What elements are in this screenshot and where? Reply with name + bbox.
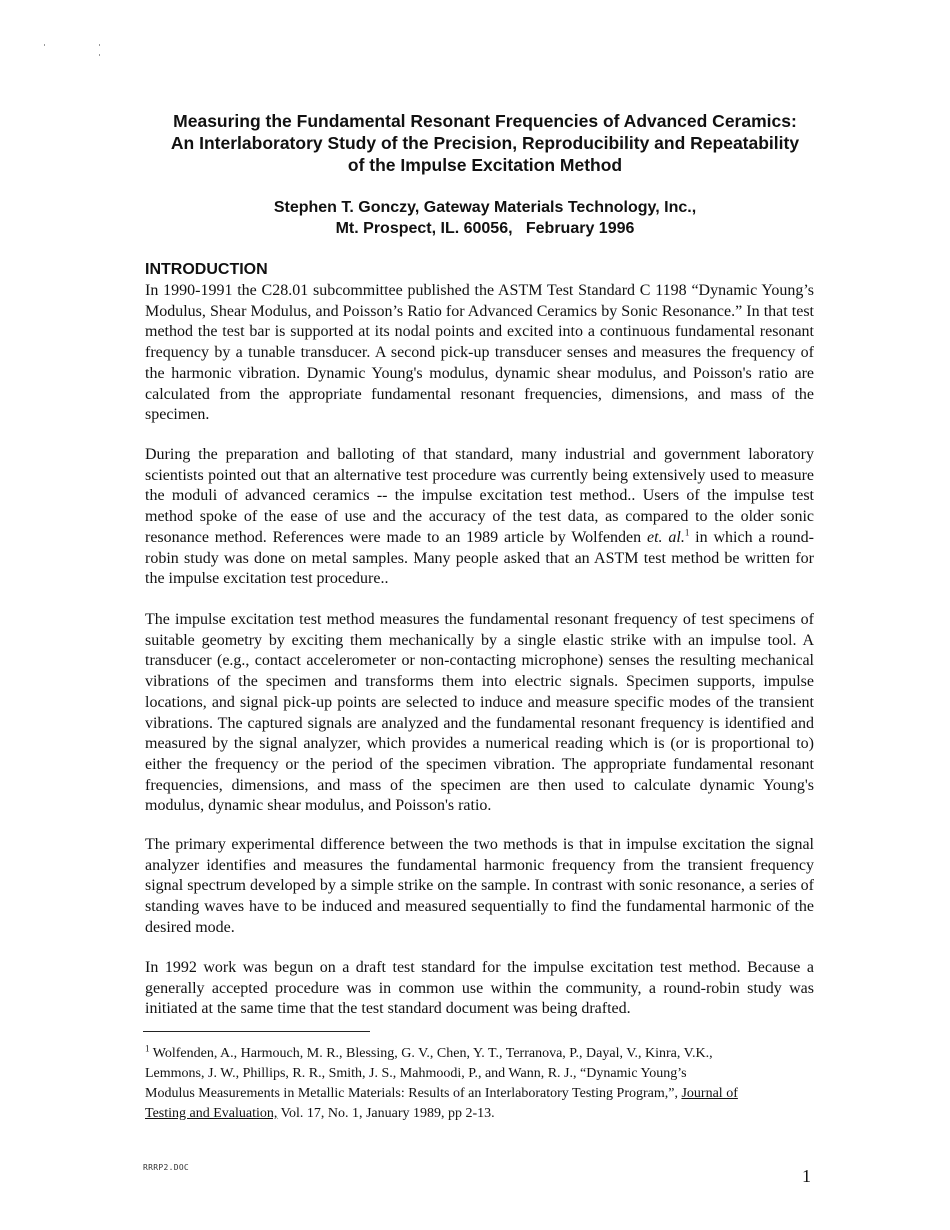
section-heading-introduction: INTRODUCTION (145, 261, 268, 278)
title-line-3: of the Impulse Excitation Method (347, 155, 623, 175)
footnote-divider (143, 1031, 370, 1032)
paragraph-3: The impulse excitation test method measures the fundamental resonant frequency of test specimens of suitable geometry by exciting them mechanically by a single elastic strike with an impulse tool. A transducer (e.g., contact accelerometer or non-contacting microphone) senses the resulting mechanical vibrations of the specimen and transforms them into electric signals. Specimen supports, impulse locations, and signal pick-up points are selected to induce and measure specific modes of the transient vibrations. The captured signals are analyzed and the fundamental resonant frequency is identified and measured by the signal analyzer, which provides a numerical reading which is (or is proportional to) either the frequency or the period of the specimen vibration. The appropriate fundamental resonant frequencies, dimensions, and mass of the specimen are then used to calculate dynamic Young's modulus, dynamic shear modulus, and Poisson's ratio. (145, 611, 814, 815)
paragraph-5: In 1992 work was begun on a draft test standard for the impulse excitation test method. Because a generally accepted procedure was in common use within the community, a round-robin study was initiated at the same time that the test standard document was being drafted. (145, 959, 814, 1018)
scan-speck (44, 44, 45, 46)
title-line-2: An Interlaboratory Study of the Precision, Reproducibility and Repeatability (170, 133, 800, 153)
title-line-1: Measuring the Fundamental Resonant Frequencies of Advanced Ceramics: (173, 111, 797, 131)
footnote-line-1-text: Wolfenden, A., Harmouch, M. R., Blessing, G. V., Chen, Y. T., Terranova, P., Dayal, V., Kinra, V.K., (149, 1046, 713, 1061)
author-line-1: Stephen T. Gonczy, Gateway Materials Technology, Inc., (273, 199, 697, 216)
scan-speck (99, 54, 100, 56)
page-number: 1 (802, 1166, 811, 1186)
footer-file-name: RRRP2.DOC (143, 1163, 190, 1172)
footnote-marker: 1 (145, 1043, 150, 1054)
footnote-reference: 1 (684, 527, 690, 538)
journal-name-part-1: Journal of (681, 1086, 738, 1101)
author-line-2: Mt. Prospect, IL. 60056, February 1996 (335, 220, 635, 237)
footnote-line-4 (145, 1104, 814, 1124)
footnote-line-4-text: Vol. 17, No. 1, January 1989, pp 2-13. (277, 1106, 495, 1121)
paragraph-2 (145, 445, 814, 590)
footnote-line-3 (145, 1084, 814, 1104)
paragraph-2-text-start: During the preparation and balloting of that standard, many industrial and government laboratory scientists pointed out that an alternative test procedure was currently being extensively used to measure the moduli of advanced ceramics -- the impulse excitation test method.. Users of the impulse test method spoke of the ease of use and the accuracy of the test data, as compared to the older sonic resonance method. References were made to an 1989 article by Wolfenden (145, 446, 814, 546)
footnote-line-3-text: Modulus Measurements in Metallic Materials: Results of an Interlaboratory Testing Program,”, (145, 1086, 682, 1101)
footnote-line-2: Lemmons, J. W., Phillips, R. R., Smith, J. S., Mahmoodi, P., and Wann, R. J., “Dynamic Young’s (145, 1066, 687, 1081)
scan-speck (99, 44, 100, 46)
document-title (120, 110, 850, 176)
paragraph-1: In 1990-1991 the C28.01 subcommittee published the ASTM Test Standard C 1198 “Dynamic Young’s Modulus, Shear Modulus, and Poisson’s Ratio for Advanced Ceramics by Sonic Resonance.” In that test method the test bar is supported at its nodal points and excited into a continuous fundamental resonant frequency by a tunable transducer. A second pick-up transducer senses and measures the frequency of the harmonic vibration. Dynamic Young's modulus, dynamic shear modulus, and Poisson's ratio are calculated from the appropriate fundamental resonant frequencies, dimensions, and mass of the specimen. (145, 282, 814, 424)
paragraph-4: The primary experimental difference between the two methods is that in impulse excitation the signal analyzer identifies and measures the fundamental harmonic frequency from the transient frequency signal spectrum developed by a simple strike on the sample. In contrast with sonic resonance, a series of standing waves have to be induced and measured sequentially to find the fundamental harmonic of the desired mode. (145, 836, 814, 936)
journal-name-part-2: Testing and Evaluation, (145, 1106, 278, 1121)
footnote-line-1 (145, 1044, 814, 1064)
footnote (145, 1044, 814, 1124)
et-al-italic: et. al. (647, 528, 685, 546)
paragraph-2-text-end: in which a round-robin study was done on metal samples. Many people asked that an ASTM test method be written for the impulse excitation test procedure.. (145, 528, 814, 588)
author-block (120, 197, 850, 239)
